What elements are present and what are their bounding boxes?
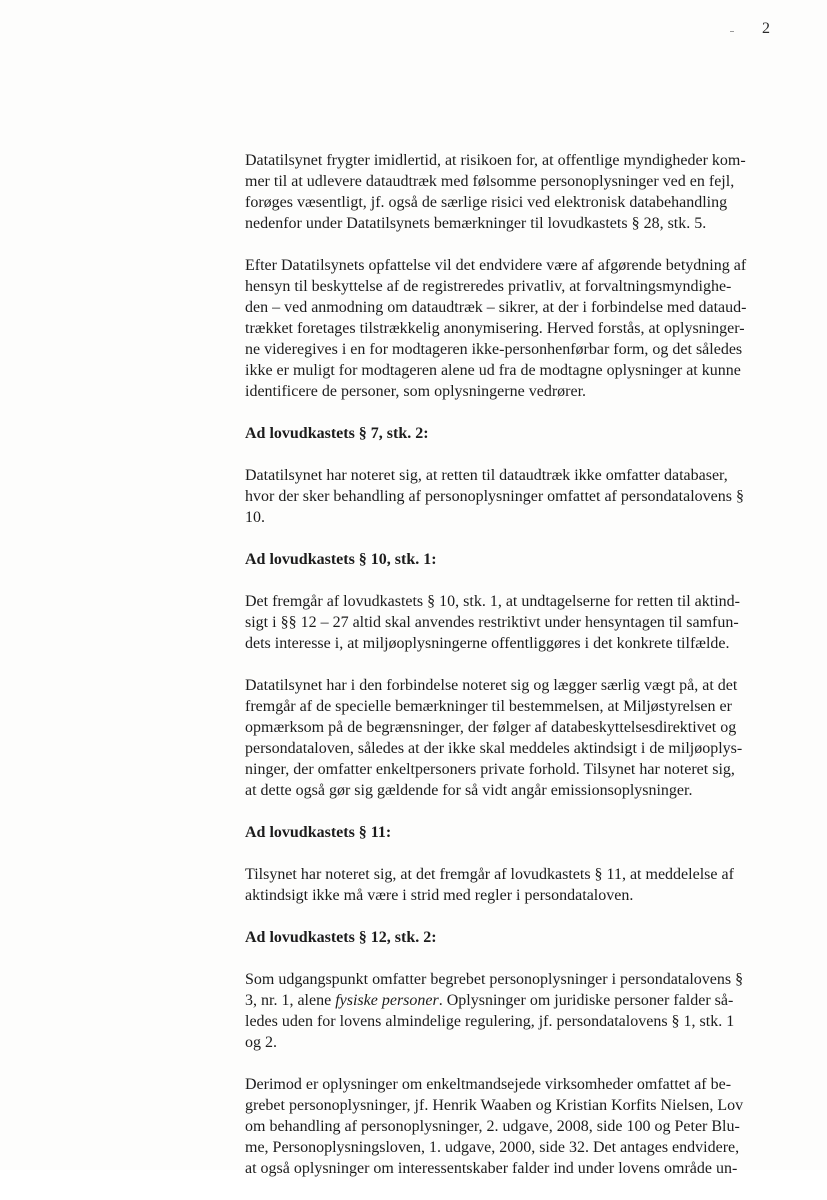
text-line: opmærksom på de begrænsninger, der følger af databeskyttelsesdirektivet og xyxy=(245,719,737,736)
text-line: me, Personoplysningsloven, 1. udgave, 2000, side 32. Det antages endvidere, xyxy=(245,1139,740,1156)
paragraph-section-12-2 xyxy=(245,969,775,1053)
text-line: forøges væsentligt, jf. også de særlige risici ved elektronisk databehandling xyxy=(245,194,728,211)
text-line: hensyn til beskyttelse af de registreredes privatliv, at forvaltningsmyndighe- xyxy=(245,278,732,295)
text-line: Efter Datatilsynets opfattelse vil det endvidere være af afgørende betydning af xyxy=(245,257,747,274)
text-fragment: . Oplysninger om juridiske personer falder så- xyxy=(438,992,734,1009)
text-line: om behandling af personoplysninger, 2. udgave, 2008, side 100 og Peter Blu- xyxy=(245,1118,740,1135)
text-line: fremgår af de specielle bemærkninger til bestemmelsen, at Miljøstyrelsen er xyxy=(245,698,732,715)
text-line: ne videregives i en for modtageren ikke-personhenførbar form, og det således xyxy=(245,341,743,358)
paragraph-emission xyxy=(245,675,775,801)
text-line: hvor der sker behandling af personoplysninger omfattet af persondatalovens § xyxy=(245,488,744,505)
paragraph-section-10-1 xyxy=(245,591,775,654)
text-fragment: 3, nr. 1, alene xyxy=(245,992,336,1009)
text-line: 10. xyxy=(245,509,265,526)
paragraph-anonymisation xyxy=(245,255,775,402)
emphasis-text: fysiske personer xyxy=(335,992,439,1009)
document-body xyxy=(245,150,775,1200)
text-line: Det fremgår af lovudkastets § 10, stk. 1, at undtagelserne for retten til aktind- xyxy=(245,593,740,610)
text-line: den – ved anmodning om dataudtræk – sikrer, at der i forbindelse med dataud- xyxy=(245,299,747,316)
text-line: dets interesse i, at miljøoplysningerne offentliggøres i det konkrete tilfælde. xyxy=(245,635,730,652)
text-line: Datatilsynet har noteret sig, at retten til dataudtræk ikke omfatter databaser, xyxy=(245,467,728,484)
text-line: ninger, der omfatter enkeltpersoners private forhold. Tilsynet har noteret sig, xyxy=(245,761,735,778)
text-line: at også oplysninger om interessentskaber falder ind under lovens område un- xyxy=(245,1160,738,1177)
section-heading-7-2: Ad lovudkastets § 7, stk. 2: xyxy=(245,425,429,442)
text-line: Tilsynet har noteret sig, at det fremgår af lovudkastets § 11, at meddelelse af xyxy=(245,866,734,883)
paragraph-section-11 xyxy=(245,864,775,906)
text-line xyxy=(245,990,775,1011)
text-line: trækket foretages tilstrækkelig anonymisering. Herved forstås, at oplysninger- xyxy=(245,320,745,337)
text-line: Derimod er oplysninger om enkeltmandsejede virksomheder omfattet af be- xyxy=(245,1076,732,1093)
text-line: Som udgangspunkt omfatter begrebet personoplysninger i persondatalovens § xyxy=(245,971,744,988)
text-line: persondataloven, således at der ikke skal meddeles aktindsigt i de miljøoplys- xyxy=(245,740,743,757)
text-line: aktindsigt ikke må være i strid med regler i persondataloven. xyxy=(245,887,634,904)
text-line: grebet personoplysninger, jf. Henrik Waaben og Kristian Korfits Nielsen, Lov xyxy=(245,1097,744,1114)
paragraph-enterprises xyxy=(245,1074,775,1179)
paragraph-section-7-2 xyxy=(245,465,775,528)
page-number: 2 xyxy=(762,20,770,37)
text-line: mer til at udlevere dataudtræk med følsomme personoplysninger ved en fejl, xyxy=(245,173,735,190)
text-line: at dette også gør sig gældende for så vidt angår emissionsoplysninger. xyxy=(245,782,693,799)
text-line: ledes uden for lovens almindelige regulering, jf. persondatalovens § 1, stk. 1 xyxy=(245,1013,735,1030)
section-heading-10-1: Ad lovudkastets § 10, stk. 1: xyxy=(245,551,437,568)
text-line: Datatilsynet frygter imidlertid, at risikoen for, at offentlige myndigheder kom- xyxy=(245,152,746,169)
text-line: ikke er muligt for modtageren alene ud fra de modtagne oplysninger at kunne xyxy=(245,362,741,379)
text-line: identificere de personer, som oplysningerne vedrører. xyxy=(245,383,587,400)
scan-speck xyxy=(730,31,734,32)
paragraph-risk xyxy=(245,150,775,234)
text-line: nedenfor under Datatilsynets bemærkninger til lovudkastets § 28, stk. 5. xyxy=(245,215,707,232)
text-line: og 2. xyxy=(245,1034,277,1051)
text-line: Datatilsynet har i den forbindelse noteret sig og lægger særlig vægt på, at det xyxy=(245,677,738,694)
section-heading-12-2: Ad lovudkastets § 12, stk. 2: xyxy=(245,929,437,946)
text-line: sigt i §§ 12 – 27 altid skal anvendes restriktivt under hensyntagen til samfun- xyxy=(245,614,739,631)
section-heading-11: Ad lovudkastets § 11: xyxy=(245,824,392,841)
